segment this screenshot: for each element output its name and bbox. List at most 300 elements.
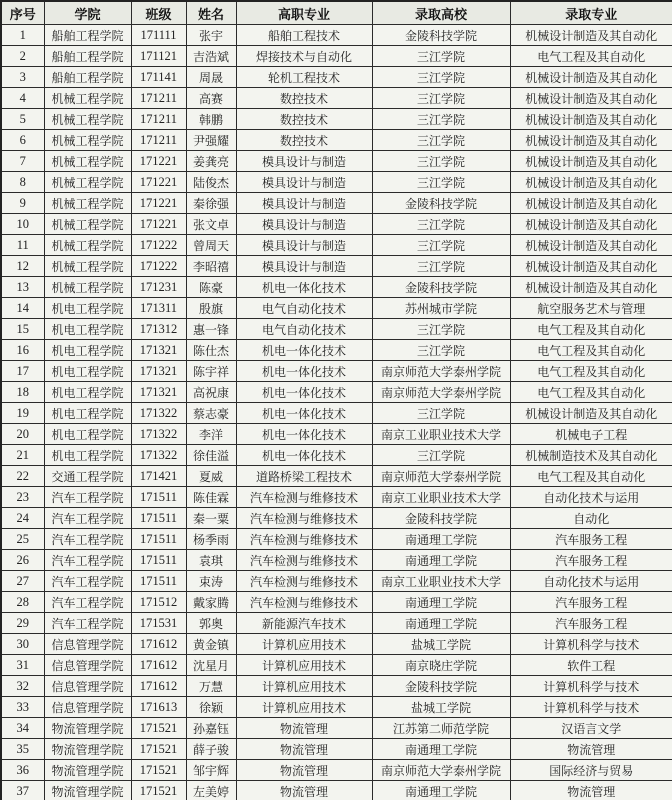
table-cell: 三江学院 — [372, 235, 510, 256]
table-row — [1, 424, 672, 445]
table-cell: 机电工程学院 — [44, 298, 131, 319]
table-row — [1, 382, 672, 403]
table-cell: 机械工程学院 — [44, 214, 131, 235]
table-cell: 徐佳溢 — [186, 445, 236, 466]
table-cell: 电气工程及其自动化 — [510, 319, 672, 340]
table-cell: 自动化技术与运用 — [510, 571, 672, 592]
table-row — [1, 445, 672, 466]
table-row — [1, 109, 672, 130]
table-cell: 三江学院 — [372, 319, 510, 340]
table-cell: 江苏第二师范学院 — [372, 718, 510, 739]
table-cell: 三江学院 — [372, 256, 510, 277]
table-cell: 29 — [1, 613, 44, 634]
table-cell: 信息管理学院 — [44, 655, 131, 676]
table-cell: 南通理工学院 — [372, 592, 510, 613]
table-cell: 自动化 — [510, 508, 672, 529]
table-row — [1, 739, 672, 760]
table-cell: 信息管理学院 — [44, 634, 131, 655]
table-row — [1, 487, 672, 508]
table-cell: 道路桥梁工程技术 — [236, 466, 372, 487]
table-cell: 25 — [1, 529, 44, 550]
table-cell: 汽车工程学院 — [44, 613, 131, 634]
table-cell: 夏威 — [186, 466, 236, 487]
table-cell: 26 — [1, 550, 44, 571]
table-cell: 汽车检测与维修技术 — [236, 487, 372, 508]
table-cell: 机械设计制造及其自动化 — [510, 151, 672, 172]
table-cell: 171511 — [131, 529, 186, 550]
table-cell: 机械工程学院 — [44, 256, 131, 277]
table-cell: 航空服务艺术与管理 — [510, 298, 672, 319]
table-cell: 盐城工学院 — [372, 634, 510, 655]
table-cell: 6 — [1, 130, 44, 151]
table-cell: 机械设计制造及其自动化 — [510, 172, 672, 193]
table-cell: 171211 — [131, 88, 186, 109]
table-row — [1, 235, 672, 256]
table-cell: 南通理工学院 — [372, 613, 510, 634]
table-cell: 汽车检测与维修技术 — [236, 529, 372, 550]
table-header-row — [1, 1, 672, 25]
table-cell: 汽车工程学院 — [44, 571, 131, 592]
table-cell: 1 — [1, 25, 44, 46]
table-row — [1, 613, 672, 634]
table-cell: 盐城工学院 — [372, 697, 510, 718]
table-cell: 汽车工程学院 — [44, 592, 131, 613]
table-cell: 机械工程学院 — [44, 172, 131, 193]
header-cell: 班级 — [131, 1, 186, 25]
table-cell: 汽车工程学院 — [44, 529, 131, 550]
table-cell: 物流管理 — [236, 781, 372, 800]
table-cell: 苏州城市学院 — [372, 298, 510, 319]
table-cell: 171521 — [131, 781, 186, 800]
table-cell: 机械工程学院 — [44, 109, 131, 130]
table-cell: 三江学院 — [372, 214, 510, 235]
table-cell: 机械设计制造及其自动化 — [510, 214, 672, 235]
table-cell: 15 — [1, 319, 44, 340]
table-cell: 34 — [1, 718, 44, 739]
table-cell: 信息管理学院 — [44, 676, 131, 697]
table-cell: 黄金镇 — [186, 634, 236, 655]
table-cell: 秦徐强 — [186, 193, 236, 214]
table-cell: 计算机科学与技术 — [510, 676, 672, 697]
table-cell: 171322 — [131, 403, 186, 424]
table-cell: 23 — [1, 487, 44, 508]
table-cell: 171612 — [131, 634, 186, 655]
table-cell: 物流管理 — [510, 781, 672, 800]
table-row — [1, 466, 672, 487]
table-cell: 30 — [1, 634, 44, 655]
table-cell: 汽车服务工程 — [510, 613, 672, 634]
table-cell: 船舶工程学院 — [44, 46, 131, 67]
table-cell: 汽车工程学院 — [44, 487, 131, 508]
table-cell: 尹强耀 — [186, 130, 236, 151]
table-cell: 韩鹏 — [186, 109, 236, 130]
table-cell: 电气自动化技术 — [236, 319, 372, 340]
table-row — [1, 25, 672, 46]
table-cell: 机械工程学院 — [44, 151, 131, 172]
table-cell: 金陵科技学院 — [372, 508, 510, 529]
header-cell: 录取专业 — [510, 1, 672, 25]
table-cell: 物流管理学院 — [44, 760, 131, 781]
table-cell: 吉浩斌 — [186, 46, 236, 67]
table-cell: 左美婷 — [186, 781, 236, 800]
table-cell: 惠一锋 — [186, 319, 236, 340]
table-cell: 17 — [1, 361, 44, 382]
table-cell: 机电一体化技术 — [236, 445, 372, 466]
table-cell: 171311 — [131, 298, 186, 319]
table-cell: 171612 — [131, 676, 186, 697]
table-cell: 机械工程学院 — [44, 277, 131, 298]
table-cell: 8 — [1, 172, 44, 193]
table-cell: 沈星月 — [186, 655, 236, 676]
table-cell: 171211 — [131, 130, 186, 151]
table-cell: 三江学院 — [372, 445, 510, 466]
table-cell: 171321 — [131, 340, 186, 361]
table-row — [1, 781, 672, 800]
table-cell: 李昭禧 — [186, 256, 236, 277]
table-cell: 南京工业职业技术大学 — [372, 571, 510, 592]
table-cell: 南通理工学院 — [372, 739, 510, 760]
table-row — [1, 676, 672, 697]
table-row — [1, 550, 672, 571]
table-cell: 机电工程学院 — [44, 361, 131, 382]
table-cell: 33 — [1, 697, 44, 718]
table-cell: 汽车工程学院 — [44, 550, 131, 571]
table-cell: 171221 — [131, 172, 186, 193]
table-cell: 孙嘉钰 — [186, 718, 236, 739]
table-cell: 李洋 — [186, 424, 236, 445]
table-cell: 机电工程学院 — [44, 382, 131, 403]
table-row — [1, 298, 672, 319]
table-cell: 三江学院 — [372, 67, 510, 88]
table-cell: 束涛 — [186, 571, 236, 592]
table-cell: 171321 — [131, 382, 186, 403]
table-cell: 张宇 — [186, 25, 236, 46]
table-row — [1, 361, 672, 382]
table-row — [1, 592, 672, 613]
table-cell: 徐颖 — [186, 697, 236, 718]
table-cell: 三江学院 — [372, 88, 510, 109]
table-row — [1, 46, 672, 67]
header-cell: 学院 — [44, 1, 131, 25]
table-cell: 计算机应用技术 — [236, 676, 372, 697]
table-cell: 171211 — [131, 109, 186, 130]
table-cell: 机械设计制造及其自动化 — [510, 109, 672, 130]
table-cell: 机械工程学院 — [44, 193, 131, 214]
table-cell: 船舶工程学院 — [44, 67, 131, 88]
table-cell: 171312 — [131, 319, 186, 340]
table-cell: 37 — [1, 781, 44, 800]
table-cell: 7 — [1, 151, 44, 172]
table-cell: 机械设计制造及其自动化 — [510, 235, 672, 256]
table-cell: 机电一体化技术 — [236, 277, 372, 298]
table-cell: 机械工程学院 — [44, 235, 131, 256]
table-cell: 171221 — [131, 151, 186, 172]
table-cell: 11 — [1, 235, 44, 256]
table-row — [1, 193, 672, 214]
table-cell: 电气工程及其自动化 — [510, 361, 672, 382]
table-cell: 机电工程学院 — [44, 340, 131, 361]
table-cell: 三江学院 — [372, 340, 510, 361]
table-cell: 金陵科技学院 — [372, 676, 510, 697]
table-cell: 国际经济与贸易 — [510, 760, 672, 781]
table-cell: 171511 — [131, 550, 186, 571]
table-row — [1, 130, 672, 151]
table-cell: 电气工程及其自动化 — [510, 340, 672, 361]
table-cell: 金陵科技学院 — [372, 277, 510, 298]
table-cell: 171111 — [131, 25, 186, 46]
table-cell: 机电工程学院 — [44, 403, 131, 424]
table-cell: 27 — [1, 571, 44, 592]
table-cell: 机电一体化技术 — [236, 340, 372, 361]
table-row — [1, 655, 672, 676]
table-cell: 曾周天 — [186, 235, 236, 256]
table-cell: 24 — [1, 508, 44, 529]
table-row — [1, 571, 672, 592]
table-cell: 戴家腾 — [186, 592, 236, 613]
table-cell: 171612 — [131, 655, 186, 676]
table-cell: 万慧 — [186, 676, 236, 697]
table-cell: 机电一体化技术 — [236, 361, 372, 382]
table-cell: 171511 — [131, 508, 186, 529]
table-cell: 电气工程及其自动化 — [510, 466, 672, 487]
table-cell: 模具设计与制造 — [236, 172, 372, 193]
table-cell: 模具设计与制造 — [236, 235, 372, 256]
header-cell: 姓名 — [186, 1, 236, 25]
table-cell: 南京工业职业技术大学 — [372, 487, 510, 508]
table-cell: 31 — [1, 655, 44, 676]
table-cell: 计算机应用技术 — [236, 697, 372, 718]
table-cell: 邹宇辉 — [186, 760, 236, 781]
table-cell: 陈宇祥 — [186, 361, 236, 382]
table-cell: 汽车检测与维修技术 — [236, 550, 372, 571]
table-cell: 汽车服务工程 — [510, 529, 672, 550]
table-cell: 汽车服务工程 — [510, 550, 672, 571]
table-row — [1, 718, 672, 739]
table-cell: 陈仕杰 — [186, 340, 236, 361]
table-cell: 171531 — [131, 613, 186, 634]
table-cell: 高祝康 — [186, 382, 236, 403]
table-cell: 机械设计制造及其自动化 — [510, 256, 672, 277]
table-cell: 171613 — [131, 697, 186, 718]
table-cell: 物流管理 — [236, 760, 372, 781]
table-cell: 软件工程 — [510, 655, 672, 676]
table-cell: 模具设计与制造 — [236, 214, 372, 235]
table-cell: 19 — [1, 403, 44, 424]
table-cell: 机械工程学院 — [44, 130, 131, 151]
table-cell: 陈佳霖 — [186, 487, 236, 508]
table-cell: 自动化技术与运用 — [510, 487, 672, 508]
table-cell: 杨季雨 — [186, 529, 236, 550]
table-cell: 汽车检测与维修技术 — [236, 592, 372, 613]
table-cell: 三江学院 — [372, 130, 510, 151]
table-cell: 南京工业职业技术大学 — [372, 424, 510, 445]
table-cell: 171512 — [131, 592, 186, 613]
table-cell: 32 — [1, 676, 44, 697]
table-cell: 数控技术 — [236, 130, 372, 151]
table-cell: 171511 — [131, 571, 186, 592]
table-cell: 36 — [1, 760, 44, 781]
table-cell: 数控技术 — [236, 88, 372, 109]
table-cell: 机械设计制造及其自动化 — [510, 130, 672, 151]
table-cell: 12 — [1, 256, 44, 277]
header-cell: 高职专业 — [236, 1, 372, 25]
table-cell: 机械工程学院 — [44, 88, 131, 109]
table-row — [1, 634, 672, 655]
table-cell: 171521 — [131, 760, 186, 781]
table-row — [1, 67, 672, 88]
table-cell: 5 — [1, 109, 44, 130]
table-cell: 171511 — [131, 487, 186, 508]
table-row — [1, 760, 672, 781]
table-cell: 171322 — [131, 424, 186, 445]
table-cell: 金陵科技学院 — [372, 193, 510, 214]
table-cell: 171321 — [131, 361, 186, 382]
table-cell: 三江学院 — [372, 403, 510, 424]
table-cell: 2 — [1, 46, 44, 67]
table-cell: 交通工程学院 — [44, 466, 131, 487]
table-cell: 20 — [1, 424, 44, 445]
table-cell: 三江学院 — [372, 172, 510, 193]
table-cell: 物流管理 — [510, 739, 672, 760]
table-cell: 金陵科技学院 — [372, 25, 510, 46]
table-cell: 35 — [1, 739, 44, 760]
table-cell: 模具设计与制造 — [236, 193, 372, 214]
table-cell: 171421 — [131, 466, 186, 487]
table-cell: 模具设计与制造 — [236, 151, 372, 172]
table-row — [1, 172, 672, 193]
table-cell: 船舶工程学院 — [44, 25, 131, 46]
table-cell: 机电工程学院 — [44, 319, 131, 340]
table-cell: 机电工程学院 — [44, 445, 131, 466]
table-cell: 171222 — [131, 235, 186, 256]
table-cell: 机械电子工程 — [510, 424, 672, 445]
table-cell: 3 — [1, 67, 44, 88]
table-cell: 171121 — [131, 46, 186, 67]
table-cell: 秦一粟 — [186, 508, 236, 529]
table-cell: 电气工程及其自动化 — [510, 382, 672, 403]
table-cell: 三江学院 — [372, 151, 510, 172]
table-cell: 三江学院 — [372, 46, 510, 67]
table-cell: 三江学院 — [372, 109, 510, 130]
table-cell: 14 — [1, 298, 44, 319]
table-cell: 电气自动化技术 — [236, 298, 372, 319]
table-cell: 13 — [1, 277, 44, 298]
table-cell: 9 — [1, 193, 44, 214]
table-cell: 袁琪 — [186, 550, 236, 571]
table-cell: 汽车工程学院 — [44, 508, 131, 529]
table-cell: 28 — [1, 592, 44, 613]
table-cell: 物流管理学院 — [44, 781, 131, 800]
table-cell: 南京晓庄学院 — [372, 655, 510, 676]
table-cell: 21 — [1, 445, 44, 466]
table-row — [1, 508, 672, 529]
table-cell: 焊接技术与自动化 — [236, 46, 372, 67]
table-cell: 计算机应用技术 — [236, 634, 372, 655]
table-cell: 计算机应用技术 — [236, 655, 372, 676]
table-cell: 机械设计制造及其自动化 — [510, 193, 672, 214]
table-cell: 机械设计制造及其自动化 — [510, 25, 672, 46]
table-cell: 机电一体化技术 — [236, 424, 372, 445]
table-cell: 南通理工学院 — [372, 529, 510, 550]
table-row — [1, 214, 672, 235]
table-cell: 南京师范大学泰州学院 — [372, 760, 510, 781]
table-cell: 南京师范大学泰州学院 — [372, 466, 510, 487]
table-cell: 171141 — [131, 67, 186, 88]
table-cell: 周晟 — [186, 67, 236, 88]
table-cell: 机械设计制造及其自动化 — [510, 88, 672, 109]
table-cell: 物流管理学院 — [44, 718, 131, 739]
table-row — [1, 340, 672, 361]
table-cell: 数控技术 — [236, 109, 372, 130]
table-cell: 郭奥 — [186, 613, 236, 634]
table-cell: 物流管理 — [236, 718, 372, 739]
table-cell: 新能源汽车技术 — [236, 613, 372, 634]
table-row — [1, 151, 672, 172]
table-row — [1, 319, 672, 340]
table-row — [1, 277, 672, 298]
table-cell: 船舶工程技术 — [236, 25, 372, 46]
table-row — [1, 697, 672, 718]
table-row — [1, 403, 672, 424]
table-cell: 蔡志豪 — [186, 403, 236, 424]
table-cell: 机械设计制造及其自动化 — [510, 277, 672, 298]
table-cell: 薛子骏 — [186, 739, 236, 760]
table-cell: 4 — [1, 88, 44, 109]
table-cell: 物流管理 — [236, 739, 372, 760]
header-cell: 序号 — [1, 1, 44, 25]
table-cell: 计算机科学与技术 — [510, 634, 672, 655]
table-cell: 汉语言文学 — [510, 718, 672, 739]
table-cell: 171221 — [131, 214, 186, 235]
table-cell: 汽车检测与维修技术 — [236, 508, 372, 529]
table-cell: 姜龚亮 — [186, 151, 236, 172]
table-cell: 机电工程学院 — [44, 424, 131, 445]
table-row — [1, 88, 672, 109]
table-cell: 南通理工学院 — [372, 550, 510, 571]
table-cell: 殷旗 — [186, 298, 236, 319]
table-cell: 171521 — [131, 718, 186, 739]
table-cell: 汽车服务工程 — [510, 592, 672, 613]
table-cell: 171231 — [131, 277, 186, 298]
table-cell: 171322 — [131, 445, 186, 466]
table-cell: 陈豪 — [186, 277, 236, 298]
table-cell: 171521 — [131, 739, 186, 760]
table-cell: 南京师范大学泰州学院 — [372, 361, 510, 382]
table-cell: 南京师范大学泰州学院 — [372, 382, 510, 403]
table-cell: 汽车检测与维修技术 — [236, 571, 372, 592]
table-cell: 南通理工学院 — [372, 781, 510, 800]
table-cell: 16 — [1, 340, 44, 361]
table-cell: 18 — [1, 382, 44, 403]
table-cell: 机械设计制造及其自动化 — [510, 403, 672, 424]
table-cell: 171221 — [131, 193, 186, 214]
table-cell: 22 — [1, 466, 44, 487]
table-cell: 陆俊杰 — [186, 172, 236, 193]
table-cell: 10 — [1, 214, 44, 235]
table-cell: 物流管理学院 — [44, 739, 131, 760]
table-cell: 机械制造技术及其自动化 — [510, 445, 672, 466]
table-row — [1, 529, 672, 550]
table-cell: 171222 — [131, 256, 186, 277]
table-cell: 机械设计制造及其自动化 — [510, 67, 672, 88]
table-cell: 机电一体化技术 — [236, 382, 372, 403]
header-cell: 录取高校 — [372, 1, 510, 25]
table-cell: 高赛 — [186, 88, 236, 109]
table-cell: 轮机工程技术 — [236, 67, 372, 88]
table-cell: 信息管理学院 — [44, 697, 131, 718]
table-cell: 模具设计与制造 — [236, 256, 372, 277]
table-cell: 计算机科学与技术 — [510, 697, 672, 718]
